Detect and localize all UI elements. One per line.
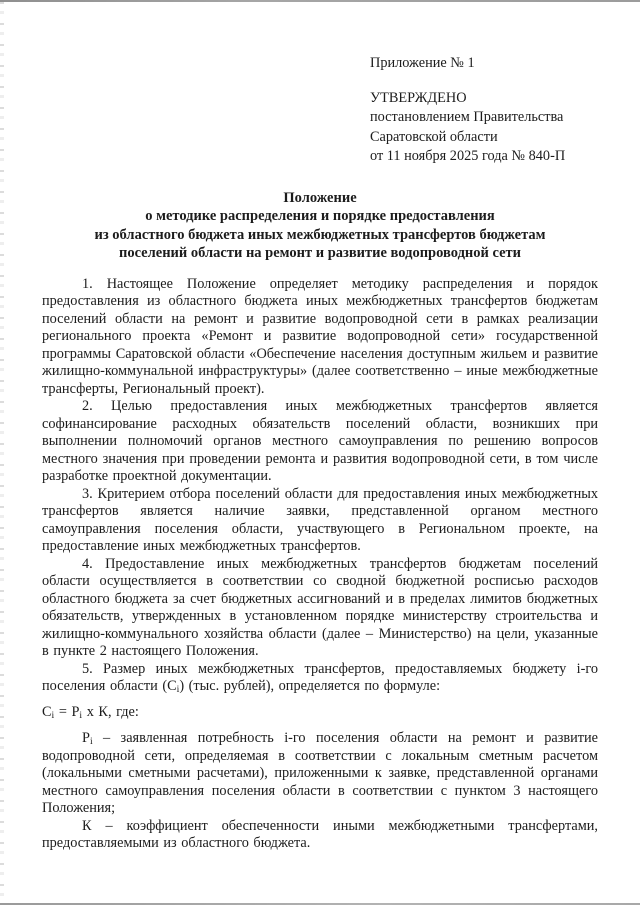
document-title <box>42 189 598 263</box>
approval-line-approved: УТВЕРЖДЕНО <box>370 89 467 106</box>
paragraph-5-text-start: 5. Размер иных межбюджетных трансфертов, предоставляемых бюджету i-го поселения области (C <box>42 660 598 694</box>
approval-line-resolution: постановлением Правительства <box>370 109 564 125</box>
paragraph-5 <box>42 661 598 696</box>
formula-tail: х К, где: <box>82 703 139 720</box>
title-line-4: поселений области на ремонт и развитие водопроводной сети <box>118 245 522 261</box>
paragraph-1: 1. Настоящее Положение определяет методику распределения и порядок предоставления из областного бюджета иных межбюджетных трансфертов бюджетам поселений области на ремонт и развитие водопроводной сети в рамках реализации регионального проекта «Ремонт и развитие водопроводной сети» государственной программы Саратовской области «Обеспечение населения доступным жильем и развитие жилищно-коммунальной инфраструктуры» (далее соответственно – иные межбюджетные трансферты, Региональный проект). <box>42 275 598 397</box>
approval-block <box>370 89 598 167</box>
subscript-i: i <box>176 684 180 696</box>
document-body <box>42 276 598 853</box>
definition-k: К – коэффициент обеспеченности иными межбюджетными трансфертами, предоставляемыми из областного бюджета. <box>42 817 598 851</box>
definition-p-text: – заявленная потребность i-го поселения области на ремонт и развитие водопроводной сети, определяемая в соответствии с локальным сметным расчетом (локальными сметными расчетами), приложенными к заявке, представленной органами местного самоуправления поселения области в соответствии с пунктом 3 настоящего Положения; <box>42 730 598 816</box>
approval-line-date-number: от 11 ноября 2025 года № 840-П <box>370 148 566 164</box>
annex-label: Приложение № 1 <box>370 55 475 71</box>
title-line-1: Положение <box>283 189 357 206</box>
formula-symbol-c: C <box>42 703 52 720</box>
formula-symbol-p: P <box>71 703 80 720</box>
subscript-i: i <box>79 709 83 721</box>
formula-equals: = <box>54 703 72 720</box>
paragraph-4: 4. Предоставление иных межбюджетных трансфертов бюджетам поселений области осуществляется в соответствии со сводной бюджетной росписью расходов областного бюджета за счет бюджетных ассигнований и в пределах лимитов бюджетных обязательств, утвержденных в установленном порядке министерству строительства и жилищно-коммунального хозяйства области (далее – Министерство) на цели, указанные в пункте 2 настоящего Положения. <box>42 555 598 659</box>
subscript-i: i <box>89 736 93 748</box>
subscript-i: i <box>51 709 55 721</box>
formula <box>42 704 598 722</box>
definition-p <box>42 730 598 818</box>
paragraph-5-text-end: ) (тыс. рублей), определяется по формуле: <box>179 678 441 694</box>
definition-p-symbol: P <box>82 730 90 746</box>
title-line-2: о методике распределения и порядке предоставления <box>145 208 495 224</box>
title-line-3: из областного бюджета иных межбюджетных трансфертов бюджетам <box>94 226 546 243</box>
paragraph-2: 2. Целью предоставления иных межбюджетных трансфертов является софинансирование расходных обязательств поселений области, возникших при выполнении полномочий органов местного самоуправления по решению вопросов местного значения при проведении ремонта и развития водопроводной сети, в том числе разработке проектной документации. <box>42 398 598 484</box>
paragraph-3: 3. Критерием отбора поселений области для предоставления иных межбюджетных трансфертов является наличие заявки, представленной органом местного самоуправления поселения области, участвующего в Региональном проекте, на предоставление иных межбюджетных трансфертов. <box>42 485 598 554</box>
approval-line-region: Саратовской области <box>370 128 498 145</box>
